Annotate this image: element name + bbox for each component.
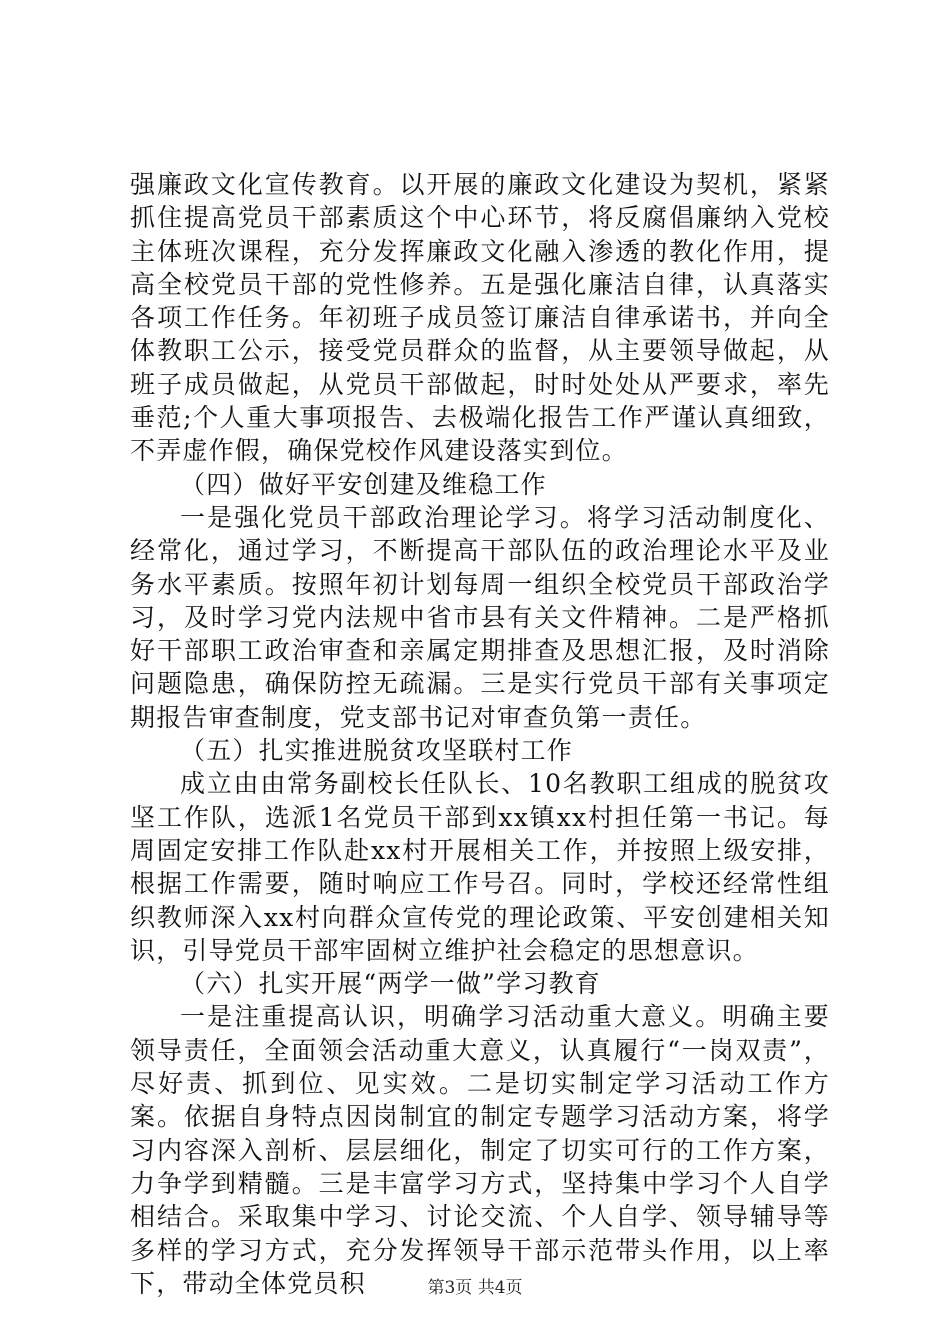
- paragraph-work-team: 成立由由常务副校长任队长、10名教职工组成的脱贫攻坚工作队，选派1名党员干部到xx镇xx村担任第一书记。每周固定安排工作队赴xx村开展相关工作，并按照上级安排，根据工作需要，随时响应工作号召。同时，学校还经常性组织教师深入xx村向群众宣传党的理论政策、平安创建相关知识，引导党员干部牢固树立维护社会稳定的思想意识。: [130, 769, 830, 965]
- paragraph-learning-education: 一是注重提高认识，明确学习活动重大意义。明确主要领导责任，全面领会活动重大意义，认真履行“一岗双责”，尽好责、抓到位、见实效。二是切实制定学习活动工作方案。依据自身特点因岗制宜的制定专题学习活动方案，将学习内容深入剖析、层层细化，制定了切实可行的工作方案，力争学到精髓。三是丰富学习方式，坚持集中学习个人自学相结合。采取集中学习、讨论交流、个人自学、领导辅导等多样的学习方式，充分发挥领导干部示范带头作用，以上率下，带动全体党员积: [130, 1002, 830, 1298]
- section-heading-two-studies-one-action: （六）扎实开展“两学一做”学习教育: [180, 969, 601, 999]
- section-heading-poverty-alleviation: （五）扎实推进脱贫攻坚联村工作: [180, 736, 574, 766]
- paragraph-political-study: 一是强化党员干部政治理论学习。将学习活动制度化、经常化，通过学习，不断提高干部队伍的政治理论水平及业务水平素质。按照年初计划每周一组织全校党员干部政治学习，及时学习党内法规中省市县有关文件精神。二是严格抓好干部职工政治审查和亲属定期排查及思想汇报，及时消除问题隐患，确保防控无疏漏。三是实行党员干部有关事项定期报告审查制度，党支部书记对审查负第一责任。: [130, 502, 830, 732]
- document-body: [130, 168, 830, 1300]
- section-heading-safety-stability: （四）做好平安创建及维稳工作: [180, 469, 547, 499]
- paragraph-lianzheng-education: 强廉政文化宣传教育。以开展的廉政文化建设为契机，紧紧抓住提高党员干部素质这个中心环节，将反腐倡廉纳入党校主体班次课程，充分发挥廉政文化融入渗透的教化作用，提高全校党员干部的党性修养。五是强化廉洁自律，认真落实各项工作任务。年初班子成员签订廉洁自律承诺书，并向全体教职工公示，接受党员群众的监督，从主要领导做起，从班子成员做起，从党员干部做起，时时处处从严要求，率先垂范;个人重大事项报告、去极端化报告工作严谨认真细致，不弄虚作假，确保党校作风建设落实到位。: [130, 170, 830, 466]
- page-number-footer: 第3页 共4页: [427, 1278, 523, 1298]
